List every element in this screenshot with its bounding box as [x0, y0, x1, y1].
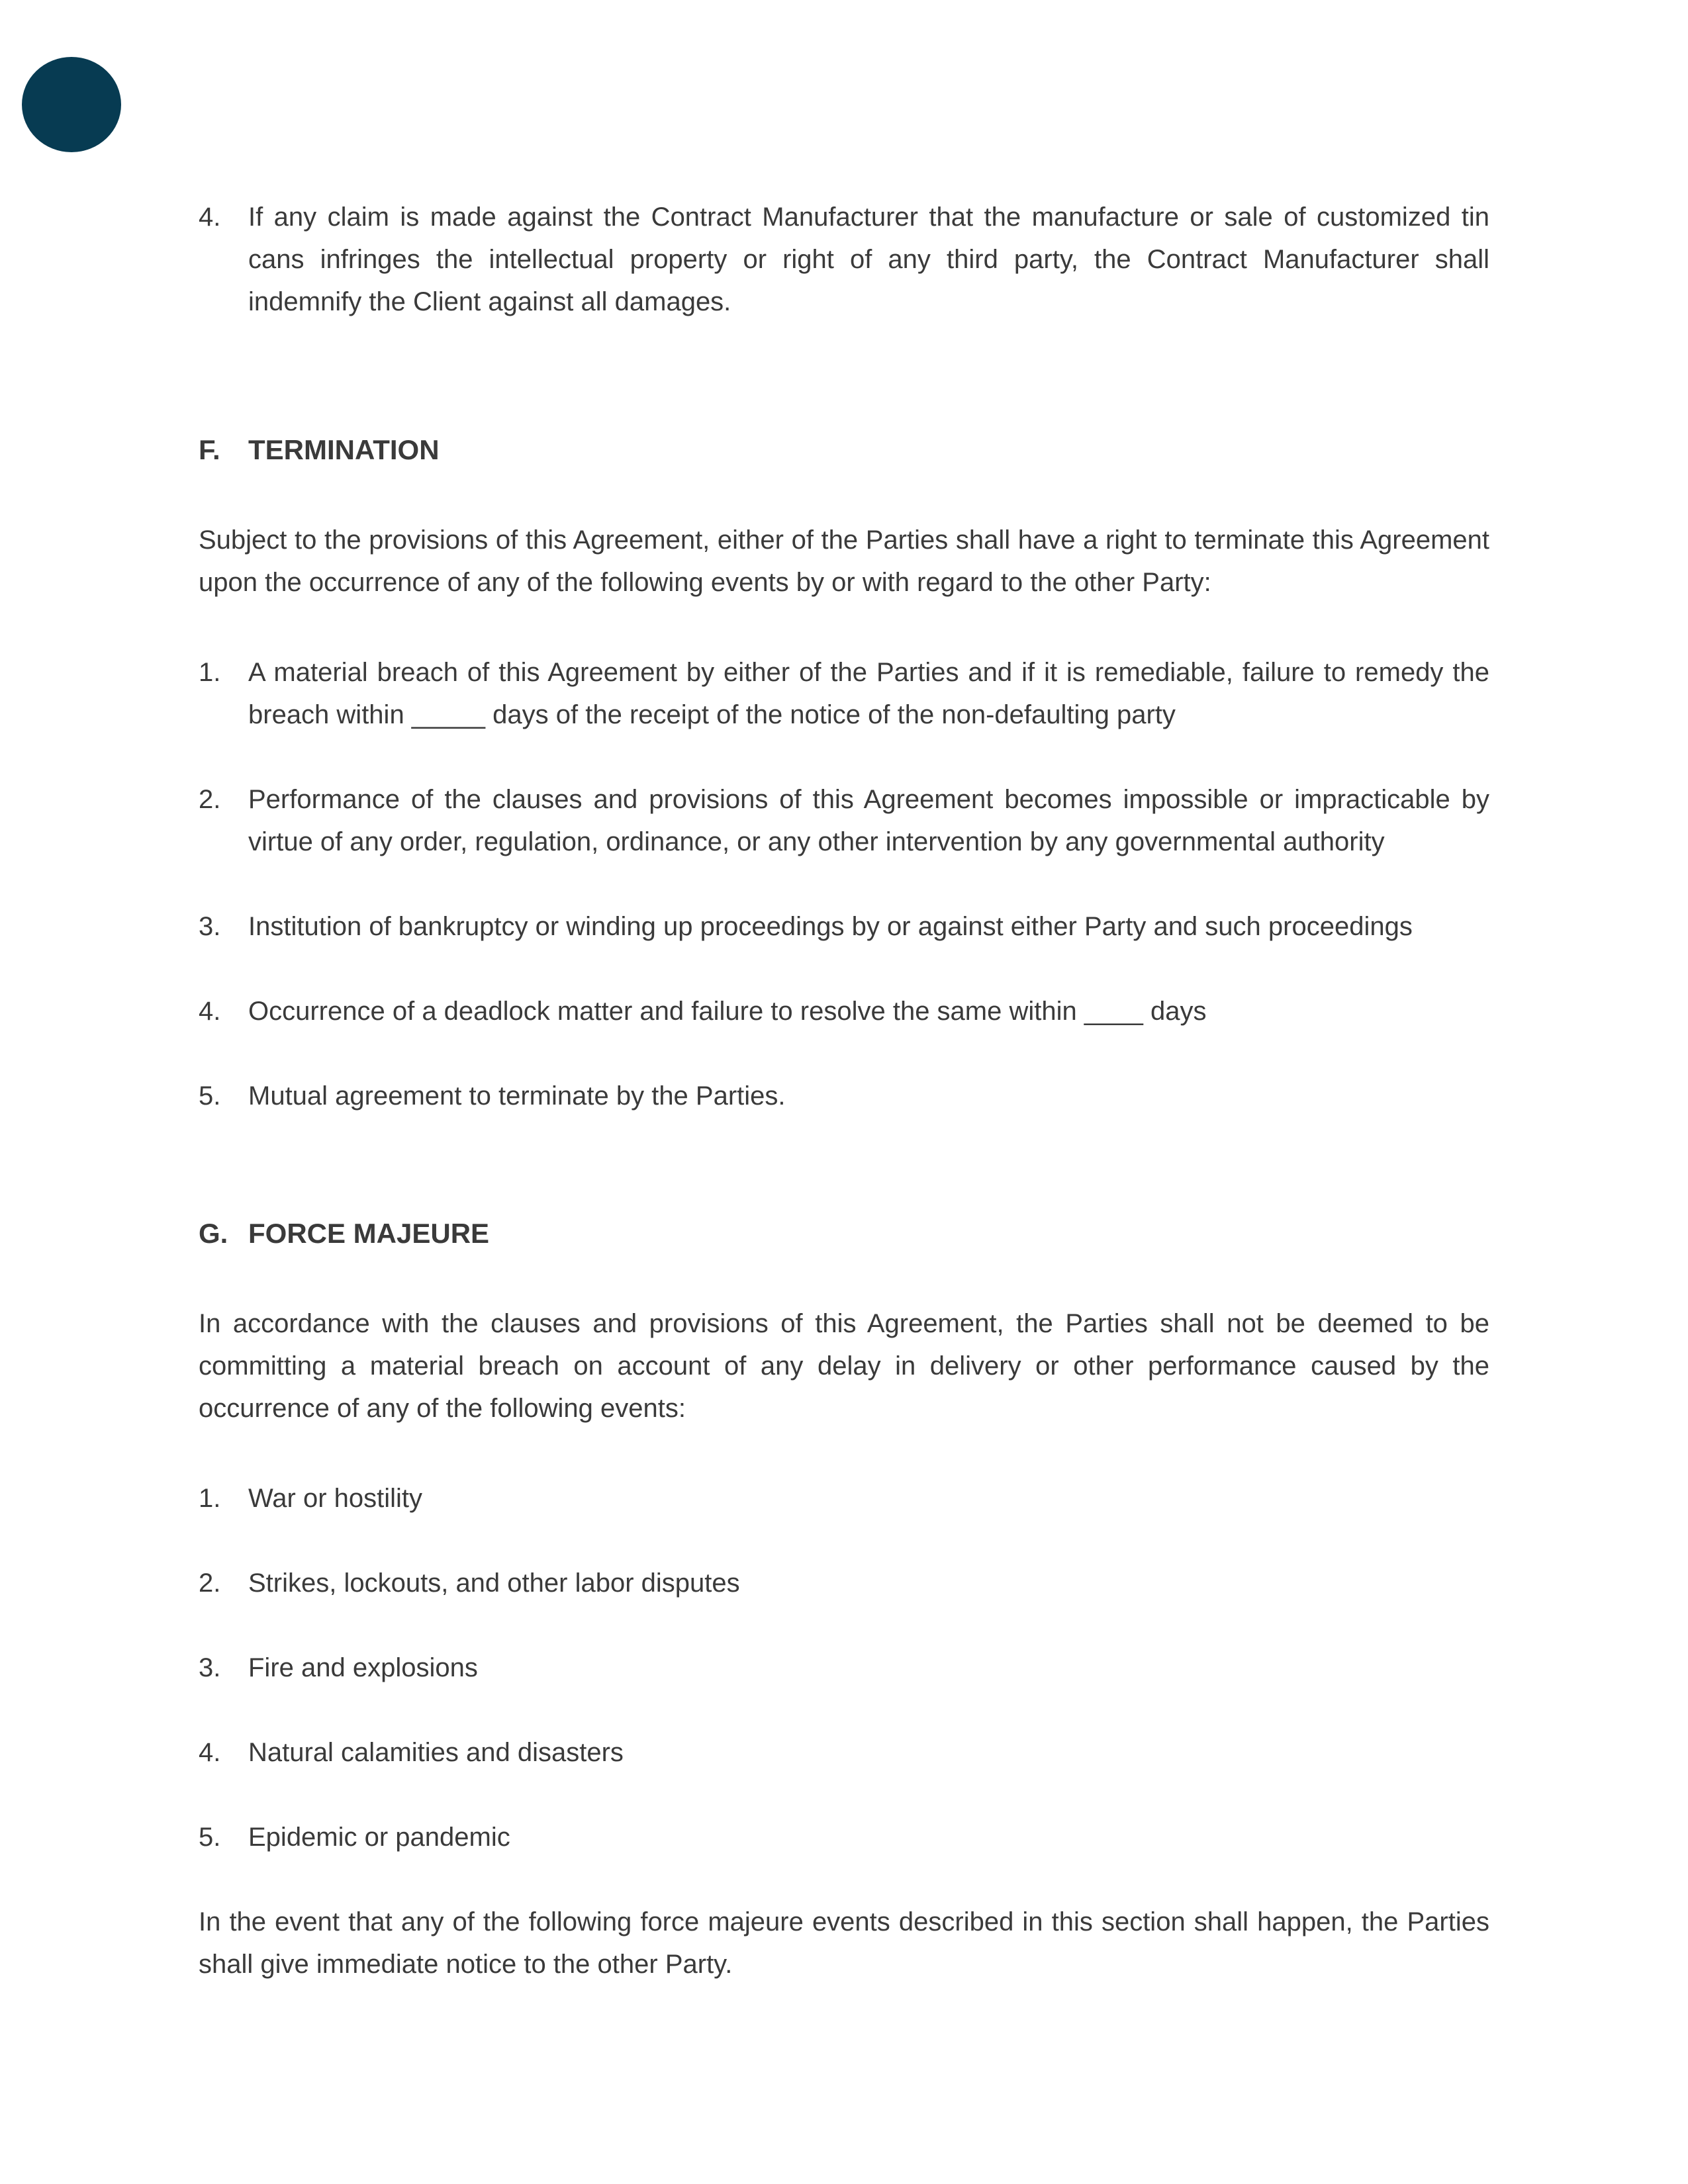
list-item-text: A material breach of this Agreement by either of the Parties and if it is remediable, failure to remedy the breach within _____ days of the receipt of the notice of the non-defaulting party	[248, 658, 1489, 729]
list-item-number: 2.	[199, 1569, 221, 1598]
list-item	[199, 196, 1489, 323]
list-item-text: Natural calamities and disasters	[248, 1738, 624, 1767]
list-item-number: 4.	[199, 203, 221, 232]
list-item	[199, 778, 1489, 863]
termination-intro: Subject to the provisions of this Agreement, either of the Parties shall have a right to terminate this Agreement upon the occurrence of any of the following events by or with regard to the other Party:	[199, 525, 1489, 597]
list-item	[199, 1075, 1489, 1117]
document-body	[199, 196, 1489, 2033]
section-heading-termination	[199, 429, 1489, 471]
list-item-text: If any claim is made against the Contract Manufacturer that the manufacture or sale of customized tin cans infringes the intellectual property or right of any third party, the Contract Manufacturer shall indemnify the Client against all damages.	[248, 203, 1489, 316]
list-item	[199, 990, 1489, 1032]
list-item	[199, 905, 1489, 948]
list-item-number: 3.	[199, 912, 221, 941]
list-item	[199, 1816, 1489, 1858]
blank-days-field: _____	[411, 700, 486, 729]
list-item	[199, 1477, 1489, 1520]
list-item	[199, 1647, 1489, 1689]
list-item-text: Performance of the clauses and provisions of this Agreement becomes impossible or impracticable by virtue of any order, regulation, ordinance, or any other intervention by any governmental authority	[248, 785, 1489, 856]
blank-days-field: ____	[1084, 997, 1143, 1026]
list-item	[199, 1731, 1489, 1774]
list-item-text: Fire and explosions	[248, 1653, 478, 1682]
list-item-text: Strikes, lockouts, and other labor disputes	[248, 1569, 740, 1598]
list-item-number: 4.	[199, 1738, 221, 1767]
force-majeure-intro: In accordance with the clauses and provisions of this Agreement, the Parties shall not be deemed to be committing a material breach on account of any delay in delivery or other performance caused by the occurrence of any of the following events:	[199, 1309, 1489, 1423]
section-letter: F.	[199, 434, 220, 465]
list-item	[199, 1562, 1489, 1604]
section-letter: G.	[199, 1218, 228, 1249]
list-item	[199, 651, 1489, 736]
force-majeure-closing: In the event that any of the following force majeure events described in this section shall happen, the Parties shall give immediate notice to the other Party.	[199, 1907, 1489, 1979]
list-item-number: 2.	[199, 785, 221, 814]
logo-circle	[22, 57, 121, 152]
list-item-text: Epidemic or pandemic	[248, 1823, 510, 1852]
list-item-number: 4.	[199, 997, 221, 1026]
list-item-number: 5.	[199, 1823, 221, 1852]
list-item-text: Occurrence of a deadlock matter and failure to resolve the same within ____ days	[248, 997, 1207, 1026]
list-item-number: 1.	[199, 1484, 221, 1513]
list-item-text: Mutual agreement to terminate by the Parties.	[248, 1081, 786, 1111]
list-item-number: 1.	[199, 658, 221, 687]
section-title: FORCE MAJEURE	[248, 1218, 490, 1249]
list-item-text: Institution of bankruptcy or winding up proceedings by or against either Party and such proceedings	[248, 912, 1413, 941]
list-item-number: 3.	[199, 1653, 221, 1682]
section-title: TERMINATION	[248, 434, 440, 465]
list-item-number: 5.	[199, 1081, 221, 1111]
list-item-text: War or hostility	[248, 1484, 423, 1513]
section-heading-force-majeure	[199, 1212, 1489, 1255]
